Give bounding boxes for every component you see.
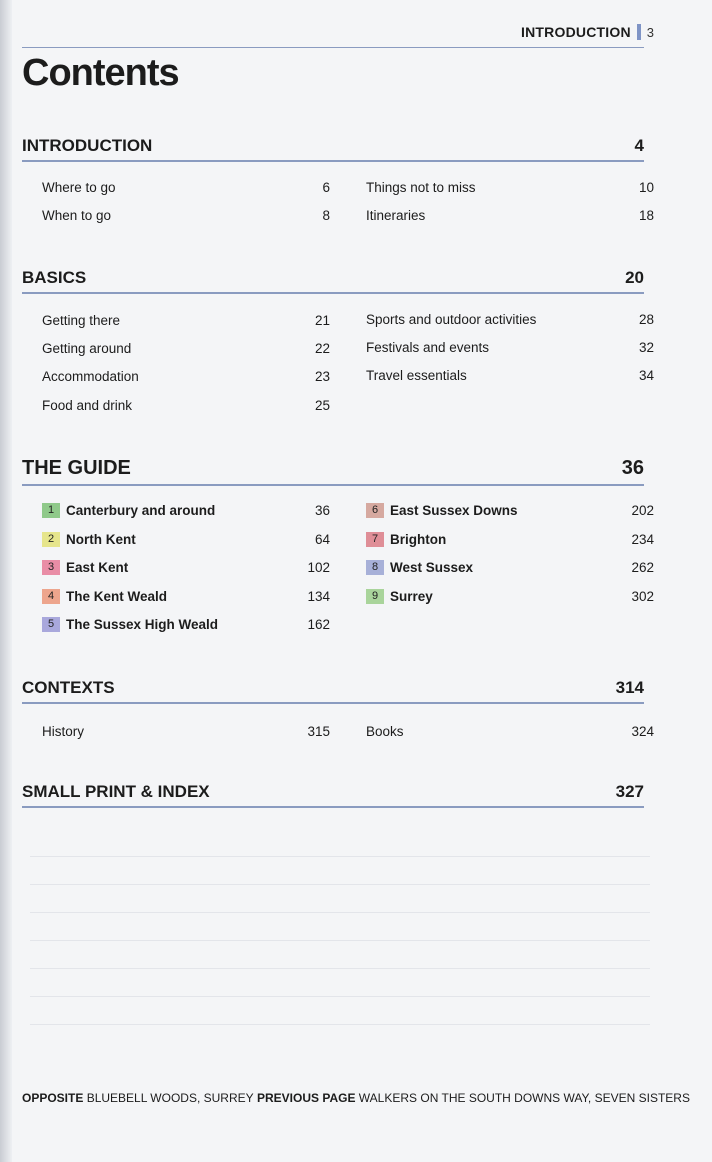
toc-entry[interactable] (42, 341, 330, 356)
chapter-name (366, 503, 518, 518)
toc-entry[interactable] (366, 312, 654, 327)
header-label: INTRODUCTION (521, 24, 631, 40)
guide-chapter-entry[interactable] (366, 560, 654, 575)
section-title: SMALL PRINT & INDEX (22, 782, 210, 801)
section-basics (22, 268, 654, 413)
entry-label: Getting there (42, 313, 121, 328)
caption-previous-text: WALKERS ON THE SOUTH DOWNS WAY, SEVEN SISTERS (358, 1091, 690, 1105)
section-page: 314 (615, 678, 644, 697)
bleed-line (30, 968, 650, 969)
toc-entry[interactable] (42, 180, 330, 195)
caption-opposite-label: OPPOSITE (22, 1091, 84, 1105)
section-header[interactable] (22, 782, 644, 808)
bleed-line (30, 1024, 650, 1025)
guide-chapter-entry[interactable] (42, 532, 330, 547)
chapter-page: 202 (631, 503, 654, 518)
chapter-name (366, 532, 446, 547)
entry-page: 23 (314, 369, 330, 384)
entry-label: Sports and outdoor activities (366, 312, 537, 327)
chapter-page: 162 (307, 617, 330, 633)
guide-chapter-entry[interactable] (366, 589, 654, 604)
chapter-page: 64 (314, 531, 330, 547)
section-page: 4 (634, 136, 644, 155)
chapter-label: West Sussex (390, 560, 474, 576)
chapter-label: The Kent Weald (66, 588, 168, 604)
entry-label: Where to go (42, 180, 116, 195)
guide-chapter-entry[interactable] (42, 617, 330, 632)
bleed-line (30, 912, 650, 913)
bleed-line (30, 940, 650, 941)
toc-entry[interactable] (366, 208, 654, 223)
chapter-page: 234 (631, 531, 654, 547)
entry-page: 8 (322, 208, 330, 223)
entry-page: 324 (631, 724, 654, 739)
chapter-page: 102 (307, 560, 330, 576)
section-title: INTRODUCTION (22, 136, 153, 155)
guide-chapter-entry[interactable] (42, 503, 330, 518)
bleed-line (30, 996, 650, 997)
entry-page: 18 (638, 208, 654, 223)
toc-entry[interactable] (42, 398, 330, 413)
entry-label: Food and drink (42, 398, 133, 413)
toc-entry[interactable] (42, 369, 330, 384)
section-title: THE GUIDE (22, 457, 131, 479)
chapter-name (42, 560, 128, 575)
entry-label: History (42, 724, 85, 739)
chapter-label: East Kent (66, 560, 129, 576)
entry-page: 34 (638, 368, 654, 383)
entry-label: Things not to miss (366, 180, 476, 195)
entry-page: 10 (638, 180, 654, 195)
guide-chapter-entry[interactable] (42, 589, 330, 604)
section-header[interactable] (22, 136, 644, 162)
photo-caption (22, 1091, 690, 1105)
entry-label: When to go (42, 208, 112, 223)
chapter-number-badge: 3 (42, 560, 60, 575)
entry-page: 25 (314, 398, 330, 413)
chapter-label: Surrey (390, 588, 433, 604)
chapter-label: Canterbury and around (66, 503, 216, 518)
toc-entry[interactable] (42, 208, 330, 223)
toc-entry[interactable] (366, 724, 654, 739)
guide-chapter-entry[interactable] (366, 532, 654, 547)
chapter-label: East Sussex Downs (390, 503, 518, 518)
entry-label: Travel essentials (366, 368, 467, 383)
section-contexts (22, 678, 654, 739)
chapter-number-badge: 2 (42, 532, 60, 547)
section-header[interactable] (22, 457, 644, 486)
section-small-print (22, 782, 644, 808)
toc-entry[interactable] (366, 368, 654, 383)
entry-page: 28 (638, 312, 654, 327)
chapter-page: 134 (307, 588, 330, 604)
guide-chapter-entry[interactable] (366, 503, 654, 518)
section-title: BASICS (22, 268, 87, 287)
section-guide (22, 457, 654, 633)
running-header (521, 24, 654, 40)
chapter-label: The Sussex High Weald (66, 617, 219, 633)
section-title: CONTEXTS (22, 678, 115, 697)
toc-entry[interactable] (42, 313, 330, 328)
page-title: Contents (22, 52, 179, 94)
entry-label: Getting around (42, 341, 132, 356)
chapter-page: 302 (631, 588, 654, 604)
section-page: 20 (625, 268, 644, 287)
chapter-label: North Kent (66, 531, 136, 547)
entry-page: 6 (322, 180, 330, 195)
entry-page: 21 (314, 313, 330, 328)
chapter-name (42, 503, 215, 518)
chapter-number-badge: 7 (366, 532, 384, 547)
entry-label: Books (366, 724, 404, 739)
section-introduction (22, 136, 654, 223)
toc-entry[interactable] (42, 724, 330, 739)
chapter-number-badge: 4 (42, 589, 60, 604)
caption-previous-label: PREVIOUS PAGE (256, 1091, 356, 1105)
header-bar (637, 24, 641, 40)
entry-page: 22 (314, 341, 330, 356)
entry-label: Itineraries (366, 208, 426, 223)
section-page: 36 (621, 457, 644, 479)
chapter-name (42, 532, 136, 547)
section-header[interactable] (22, 268, 644, 294)
bleed-line (30, 884, 650, 885)
chapter-number-badge: 6 (366, 503, 384, 518)
chapter-number-badge: 9 (366, 589, 384, 604)
caption-opposite-text: BLUEBELL WOODS, SURREY (86, 1091, 254, 1105)
chapter-label: Brighton (390, 531, 447, 547)
chapter-page: 262 (631, 560, 654, 576)
chapter-name (42, 617, 218, 632)
entry-page: 32 (638, 340, 654, 355)
toc-entry[interactable] (366, 340, 654, 355)
chapter-name (42, 589, 167, 604)
chapter-number-badge: 8 (366, 560, 384, 575)
section-header[interactable] (22, 678, 644, 704)
entry-page: 315 (307, 724, 330, 739)
header-page-number: 3 (646, 24, 654, 40)
chapter-name (366, 589, 433, 604)
bleed-line (30, 856, 650, 857)
page-edge (0, 0, 12, 1162)
entry-label: Accommodation (42, 369, 139, 384)
chapter-name (366, 560, 473, 575)
toc-entry[interactable] (366, 180, 654, 195)
chapter-page: 36 (314, 503, 330, 518)
entry-label: Festivals and events (366, 340, 490, 355)
chapter-number-badge: 1 (42, 503, 60, 518)
section-page: 327 (615, 782, 644, 801)
top-rule (22, 47, 644, 48)
chapter-number-badge: 5 (42, 617, 60, 632)
guide-chapter-entry[interactable] (42, 560, 330, 575)
